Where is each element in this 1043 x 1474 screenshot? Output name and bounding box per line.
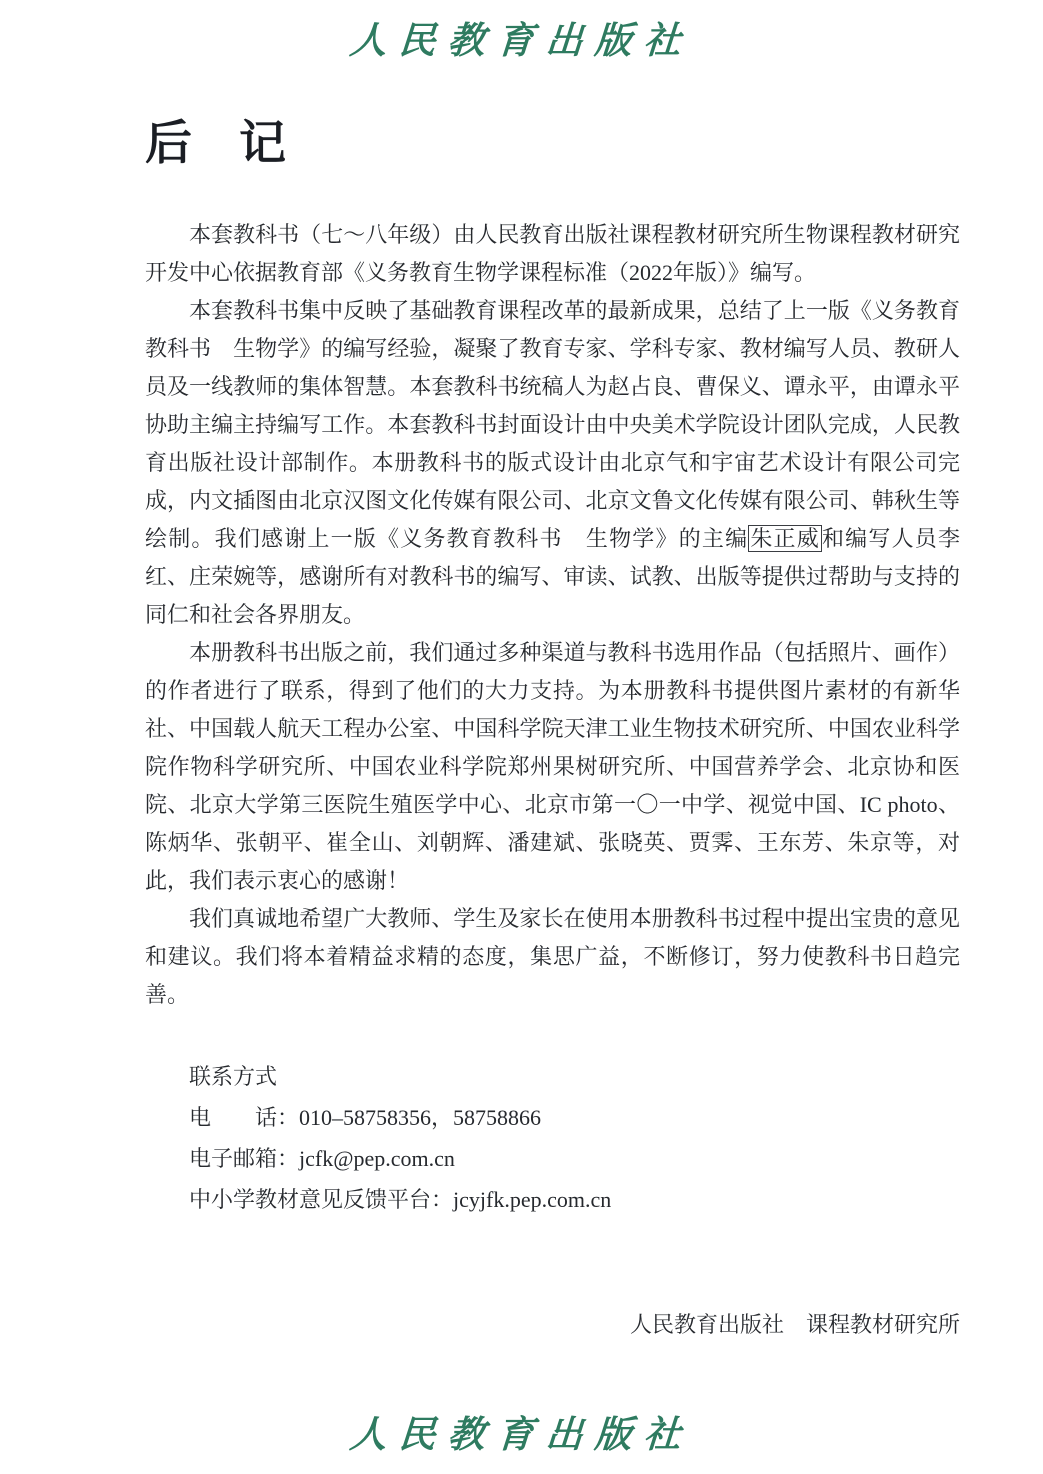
publisher-signature: 人民教育出版社 课程教材研究所 [629, 1312, 960, 1338]
paragraph-4: 我们真诚地希望广大教师、学生及家长在使用本册教科书过程中提出宝贵的意见和建议。我们将本着精益求精的态度，集思广益，不断修订，努力使教科书日趋完善。 [145, 906, 960, 1008]
afterword-page [0, 64, 1043, 1339]
paragraph-1: 本套教科书（七～八年级）由人民教育出版社课程教材研究所生物课程教材研究开发中心依据教育部《义务教育生物学课程标准（2022年版）》编写。 [145, 222, 960, 286]
paragraph-2-text-before: 本套教科书集中反映了基础教育课程改革的最新成果，总结了上一版《义务教育教科书 生物学》的编写经验，凝聚了教育专家、学科专家、教材编写人员、教研人员及一线教师的集体智慧。本套教科书统稿人为赵占良、曹保义、谭永平，由谭永平协助主编主持编写工作。本套教科书封面设计由中央美术学院设计团队完成，人民教育出版社设计部制作。本册教科书的版式设计由北京气和宇宙艺术设计有限公司完成，内文插图由北京汉图文化传媒有限公司、北京文鲁文化传媒有限公司、韩秋生等绘制。我们感谢上一版《义务教育教科书 生物学》的主编 [145, 298, 960, 552]
publisher-logo-top: 人民教育出版社 [348, 21, 695, 62]
phone-label: 电 话： [189, 1105, 300, 1131]
feedback-platform-label: 中小学教材意见反馈平台： [189, 1187, 454, 1213]
email-label: 电子邮箱： [189, 1146, 300, 1172]
contact-feedback-row [189, 1179, 960, 1220]
contact-section [145, 1056, 960, 1220]
deceased-name-box: 朱正威 [750, 526, 820, 552]
afterword-body [145, 216, 960, 1014]
page-title: 后 记 [145, 118, 286, 170]
phone-value: 010–58758356，58758866 [299, 1105, 542, 1131]
paragraph-2-text-after: 和编写人员李红、庄荣婉等，感谢所有对教科书的编写、审读、试教、出版等提供过帮助与支持的同仁和社会各界朋友。 [145, 526, 960, 628]
contact-email-row [189, 1138, 960, 1179]
paragraph-2 [145, 292, 960, 634]
paragraph-3: 本册教科书出版之前，我们通过多种渠道与教科书选用作品（包括照片、画作）的作者进行了联系，得到了他们的大力支持。为本册教科书提供图片素材的有新华社、中国载人航天工程办公室、中国科学院天津工业生物技术研究所、中国农业科学院作物科学研究所、中国农业科学院郑州果树研究所、中国营养学会、北京协和医院、北京大学第三医院生殖医学中心、北京市第一〇一中学、视觉中国、IC photo、陈炳华、张朝平、崔全山、刘朝辉、潘建斌、张晓英、贾霁、王东芳、朱京等，对此，我们表示衷心的感谢！ [145, 640, 960, 894]
contact-phone-row [189, 1097, 960, 1138]
contact-heading: 联系方式 [189, 1064, 278, 1090]
email-value: jcfk@pep.com.cn [299, 1146, 455, 1172]
feedback-platform-value: jcyjfk.pep.com.cn [453, 1187, 612, 1213]
publisher-logo-bottom: 人民教育出版社 [348, 1415, 695, 1456]
